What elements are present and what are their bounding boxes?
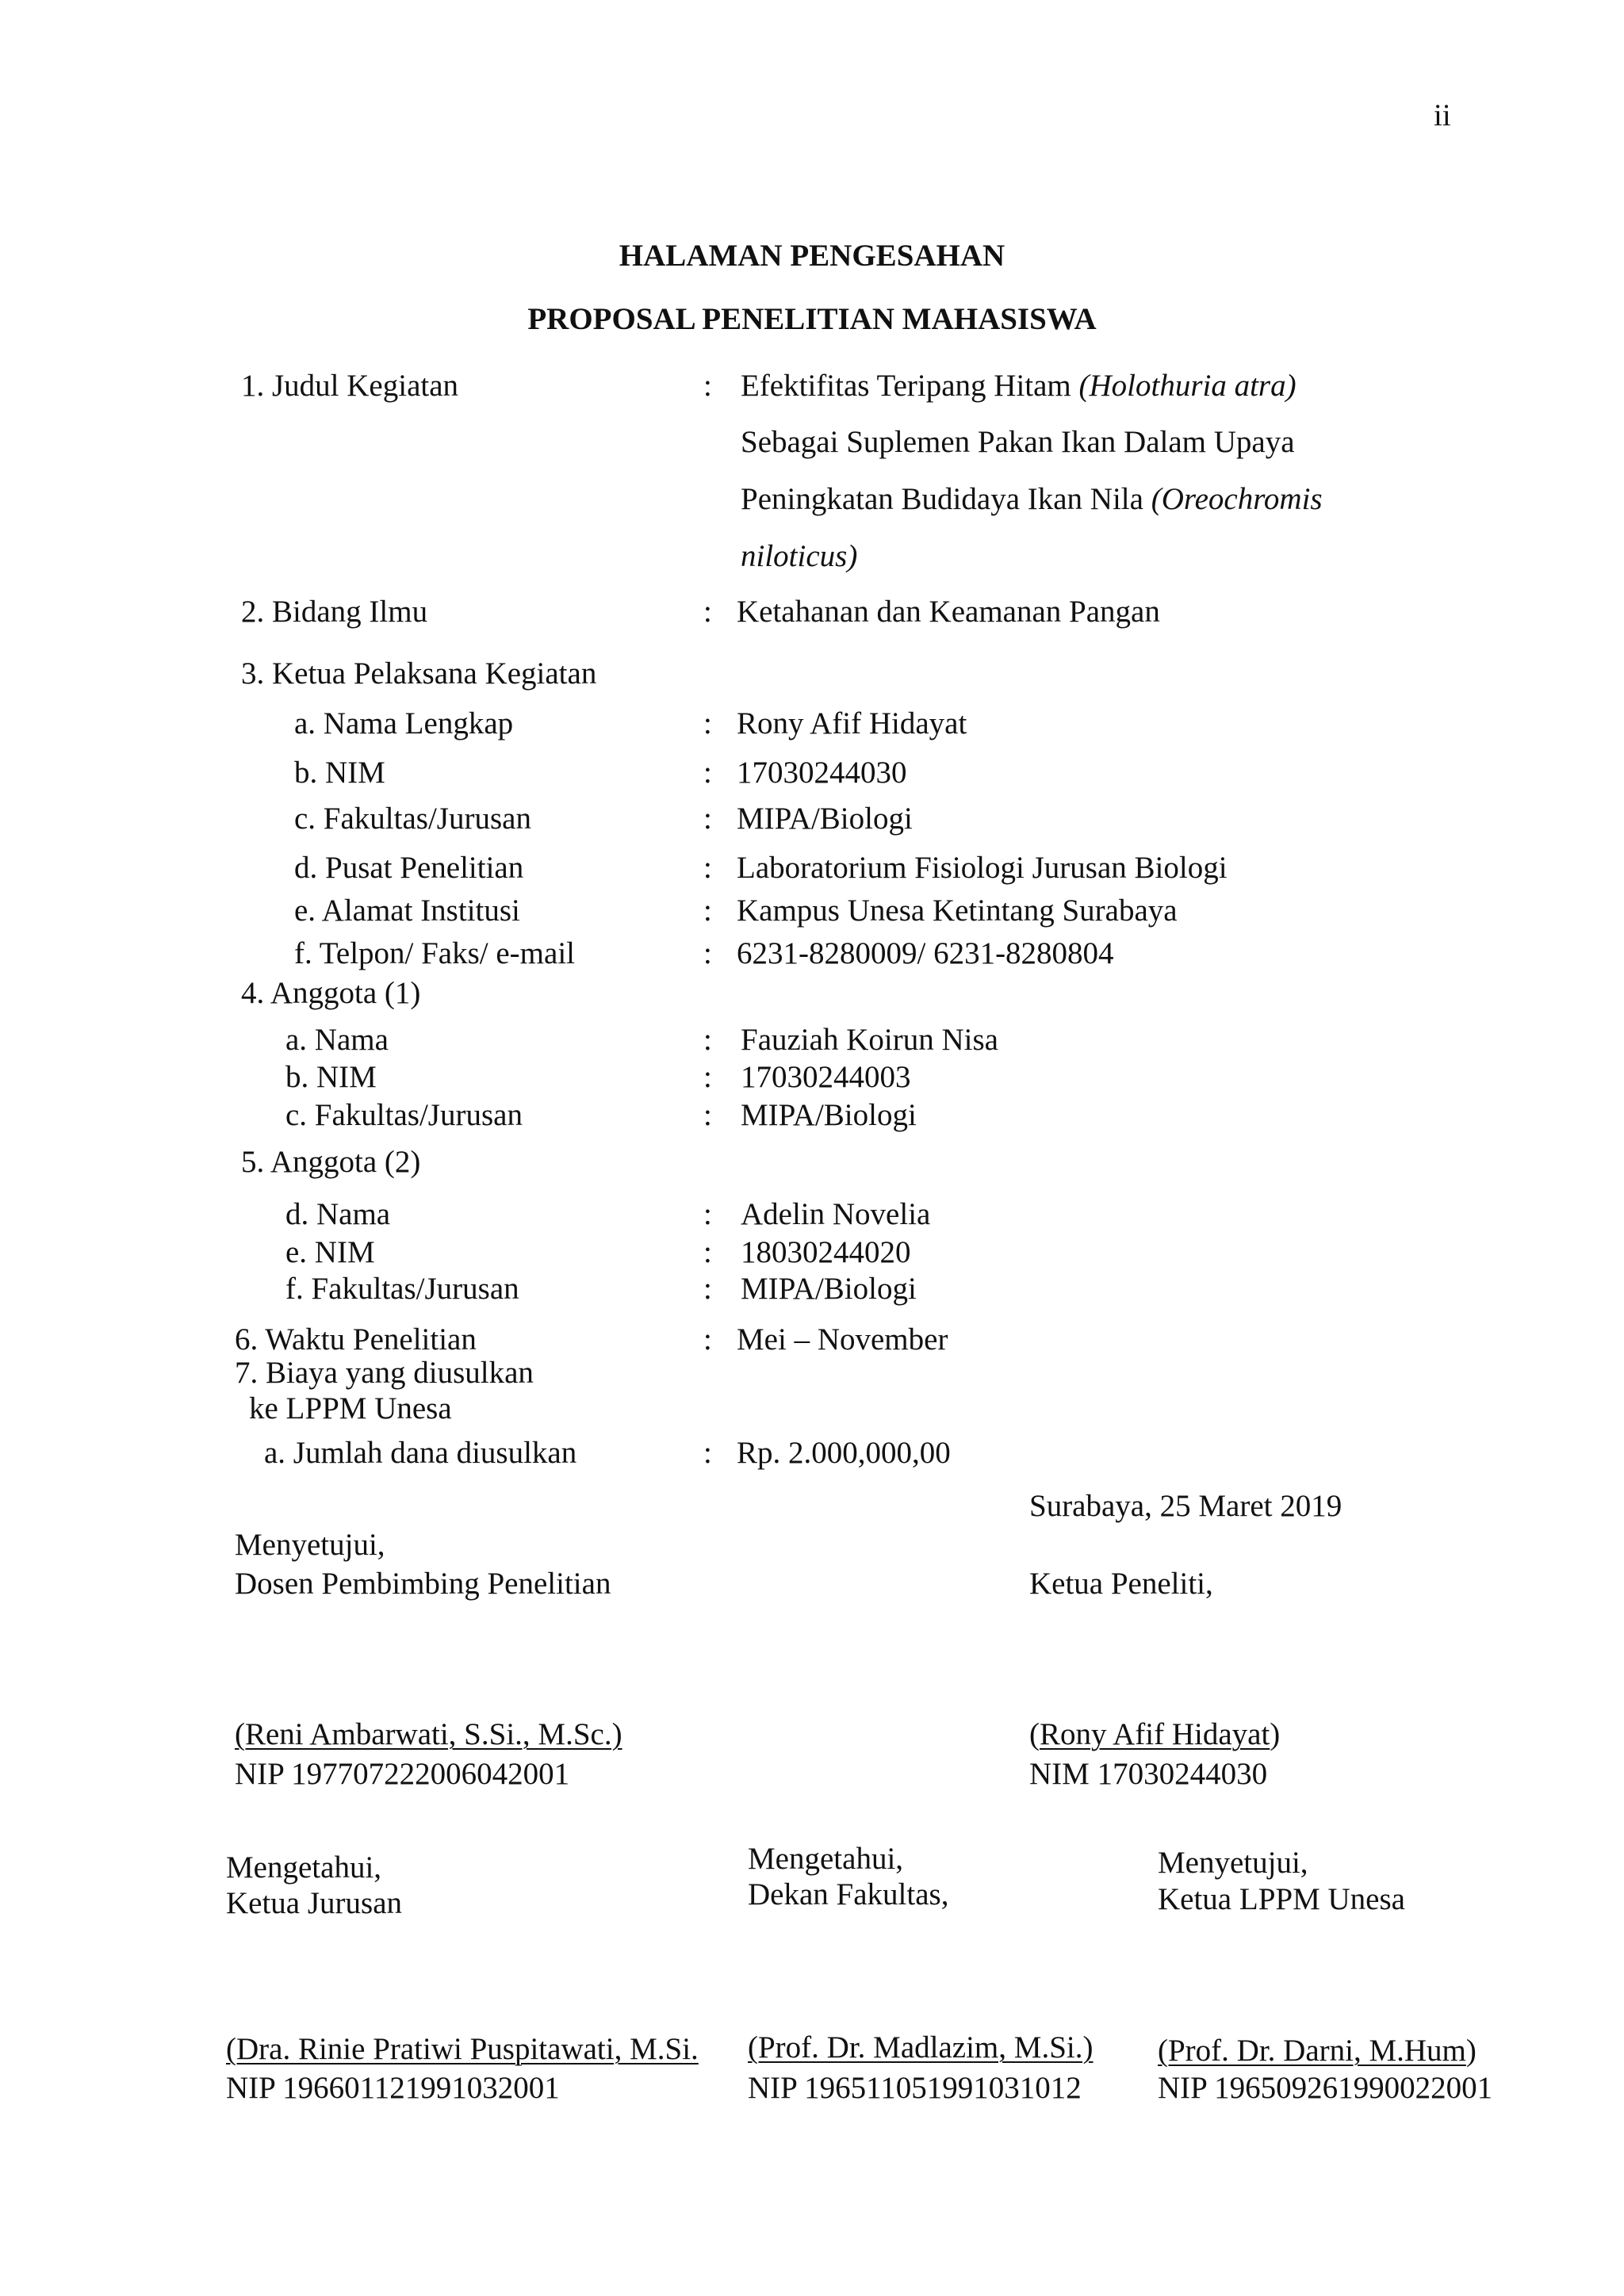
- ketua-row-label: a. Nama Lengkap: [294, 706, 514, 740]
- anggota2-row-colon: :: [703, 1272, 712, 1306]
- biaya-heading-line2: ke LPPM Unesa: [249, 1391, 452, 1425]
- anggota2-row-label: f. Fakultas/Jurusan: [285, 1272, 519, 1306]
- biaya-heading-line1: 7. Biaya yang diusulkan: [235, 1356, 534, 1390]
- department-head-role: Ketua Jurusan: [226, 1886, 403, 1920]
- biaya-label: a. Jumlah dana diusulkan: [264, 1436, 577, 1470]
- department-head-id: NIP 196601121991032001: [226, 2071, 560, 2105]
- supervisor-id: NIP 197707222006042001: [235, 1757, 570, 1791]
- anggota2-row-value: Adelin Novelia: [741, 1197, 931, 1231]
- ketua-row-value: Laboratorium Fisiologi Jurusan Biologi: [737, 851, 1228, 885]
- page-title: HALAMAN PENGESAHAN: [619, 239, 1005, 273]
- ketua-pelaksana-heading: 3. Ketua Pelaksana Kegiatan: [241, 656, 597, 691]
- name-paren-close: ): [1270, 1717, 1281, 1751]
- ketua-row-colon: :: [703, 802, 712, 836]
- anggota1-row-label: a. Nama: [285, 1023, 389, 1057]
- lead-researcher-name: [1029, 1719, 1280, 1750]
- lppm-head-role: Ketua LPPM Unesa: [1158, 1882, 1405, 1916]
- lead-researcher-role: Ketua Peneliti,: [1029, 1567, 1213, 1601]
- judul-value-line2: Sebagai Suplemen Pakan Ikan Dalam Upaya: [741, 425, 1295, 459]
- waktu-label: 6. Waktu Penelitian: [235, 1322, 477, 1357]
- biaya-value: Rp. 2.000,000,00: [737, 1436, 951, 1470]
- judul-value-line1: [741, 370, 1297, 401]
- anggota1-row-value: 17030244003: [741, 1060, 911, 1094]
- anggota1-row-colon: :: [703, 1060, 712, 1094]
- supervisor-name: (Reni Ambarwati, S.Si., M.Sc.): [235, 1717, 622, 1751]
- department-head-name: (Dra. Rinie Pratiwi Puspitawati, M.Si.: [226, 2032, 699, 2066]
- ketua-row-label: d. Pusat Penelitian: [294, 851, 524, 885]
- ketua-row-colon: :: [703, 936, 712, 970]
- name-text: (Prof. Dr. Darni, M.Hum: [1158, 2034, 1466, 2068]
- ketua-row-label: f. Telpon/ Faks/ e-mail: [294, 936, 575, 970]
- page-subtitle: PROPOSAL PENELITIAN MAHASISWA: [527, 302, 1097, 336]
- ketua-row-label: c. Fakultas/Jurusan: [294, 802, 531, 836]
- judul-line3-text: Peningkatan Budidaya Ikan Nila: [741, 482, 1151, 516]
- bidang-ilmu-colon: :: [703, 595, 712, 629]
- anggota2-row-colon: :: [703, 1235, 712, 1269]
- bidang-ilmu-label: 2. Bidang Ilmu: [241, 595, 428, 629]
- name-paren-close: ): [1465, 2034, 1477, 2068]
- anggota1-row-label: b. NIM: [285, 1060, 377, 1094]
- waktu-colon: :: [703, 1322, 712, 1357]
- anggota1-row-value: MIPA/Biologi: [741, 1098, 917, 1132]
- judul-value-line3: [741, 484, 1323, 515]
- anggota2-row-value: MIPA/Biologi: [741, 1272, 917, 1306]
- anggota1-row-label: c. Fakultas/Jurusan: [285, 1098, 523, 1132]
- anggota2-row-value: 18030244020: [741, 1235, 911, 1269]
- ketua-row-label: e. Alamat Institusi: [294, 894, 520, 928]
- supervisor-role: Dosen Pembimbing Penelitian: [235, 1567, 611, 1601]
- acknowledgement-label: Mengetahui,: [748, 1842, 904, 1876]
- name-paren-open: (: [1029, 1717, 1040, 1751]
- anggota1-row-colon: :: [703, 1098, 712, 1132]
- judul-label: 1. Judul Kegiatan: [241, 369, 459, 403]
- anggota2-row-label: d. Nama: [285, 1197, 391, 1231]
- anggota1-row-value: Fauziah Koirun Nisa: [741, 1023, 998, 1057]
- waktu-value: Mei – November: [737, 1322, 948, 1357]
- ketua-row-colon: :: [703, 894, 712, 928]
- biaya-colon: :: [703, 1436, 712, 1470]
- page-number: ii: [1434, 98, 1451, 132]
- ketua-row-colon: :: [703, 756, 712, 790]
- anggota2-row-colon: :: [703, 1197, 712, 1231]
- acknowledgement-label: Mengetahui,: [226, 1850, 382, 1885]
- ketua-row-value: 17030244030: [737, 756, 907, 790]
- name-text: Rony Afif Hidayat: [1040, 1717, 1270, 1751]
- place-date: Surabaya, 25 Maret 2019: [1029, 1489, 1342, 1523]
- ketua-row-value: 6231-8280009/ 6231-8280804: [737, 936, 1114, 970]
- ketua-row-value: Rony Afif Hidayat: [737, 706, 967, 740]
- lead-researcher-id: NIM 17030244030: [1029, 1757, 1268, 1791]
- judul-value-line4: niloticus): [741, 539, 858, 573]
- ketua-row-label: b. NIM: [294, 756, 385, 790]
- anggota1-row-colon: :: [703, 1023, 712, 1057]
- lppm-head-id: NIP 196509261990022001: [1158, 2071, 1493, 2105]
- ketua-row-value: MIPA/Biologi: [737, 802, 913, 836]
- judul-colon: :: [703, 369, 712, 403]
- anggota1-heading: 4. Anggota (1): [241, 976, 421, 1010]
- ketua-row-value: Kampus Unesa Ketintang Surabaya: [737, 894, 1178, 928]
- judul-line3-italic: (Oreochromis: [1151, 482, 1323, 516]
- bidang-ilmu-value: Ketahanan dan Keamanan Pangan: [737, 595, 1160, 629]
- approval-label: Menyetujui,: [235, 1528, 385, 1562]
- judul-line1-italic: (Holothuria atra): [1078, 369, 1297, 403]
- lppm-head-name: [1158, 2035, 1477, 2066]
- ketua-row-colon: :: [703, 851, 712, 885]
- judul-line1-text: Efektifitas Teripang Hitam: [741, 369, 1079, 403]
- ketua-row-colon: :: [703, 706, 712, 740]
- anggota2-row-label: e. NIM: [285, 1235, 375, 1269]
- dean-role: Dekan Fakultas,: [748, 1877, 949, 1911]
- anggota2-heading: 5. Anggota (2): [241, 1145, 421, 1179]
- dean-name: (Prof. Dr. Madlazim, M.Si.): [748, 2030, 1094, 2064]
- dean-id: NIP 196511051991031012: [748, 2071, 1082, 2105]
- approval-label: Menyetujui,: [1158, 1846, 1308, 1880]
